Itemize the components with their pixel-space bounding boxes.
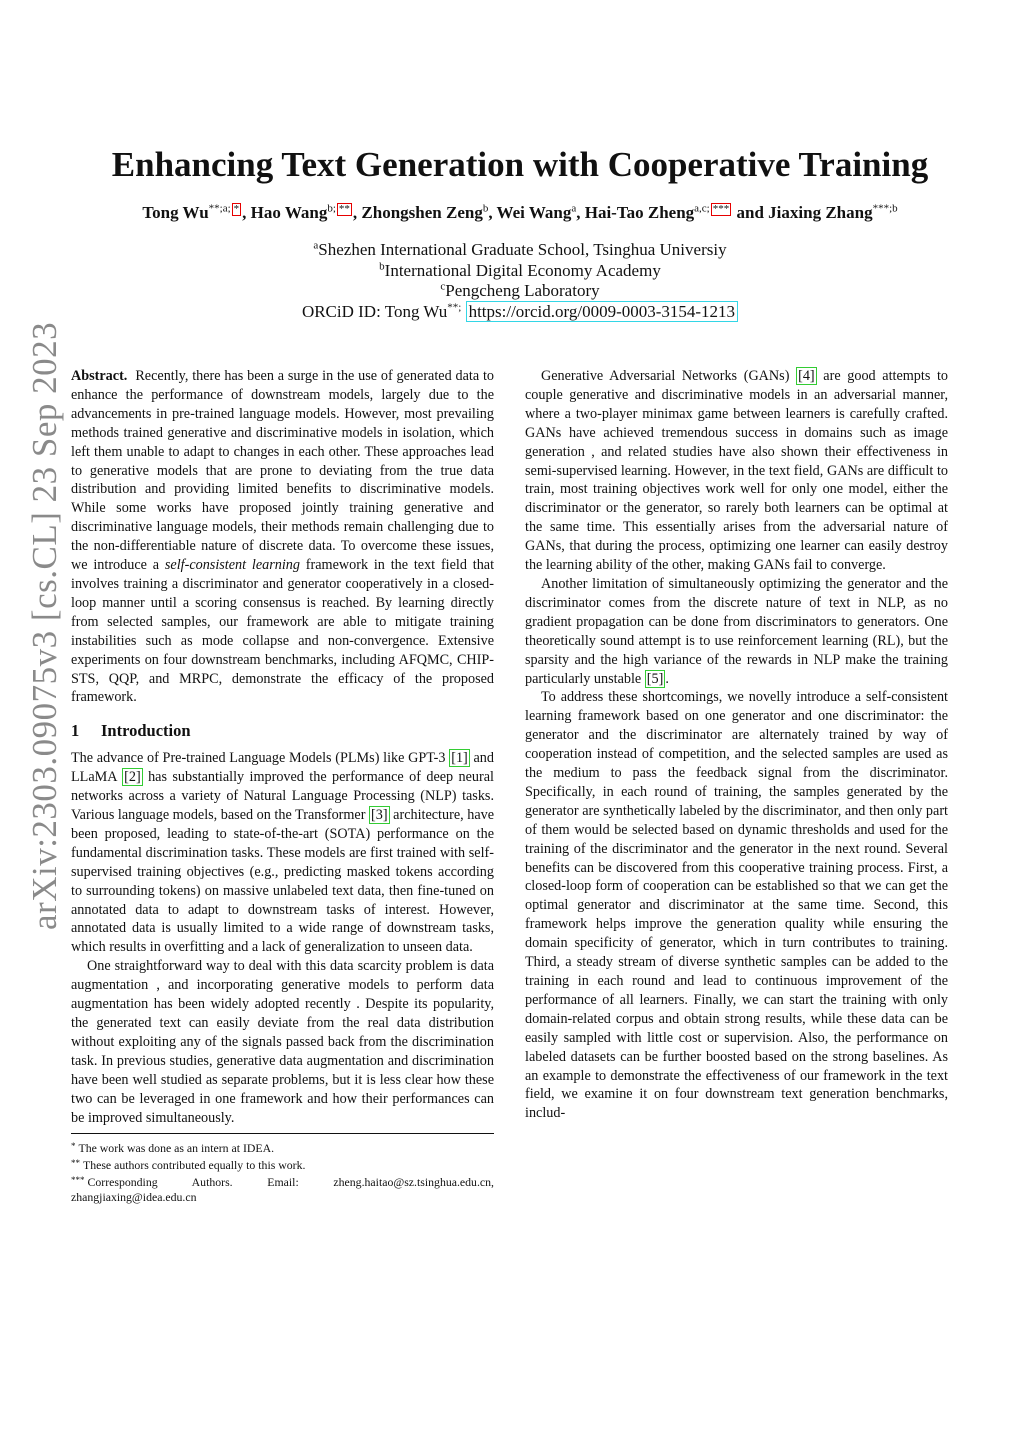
author-name: Zhongshen Zeng [361,203,483,222]
footnote [71,1173,494,1205]
footnote-mark: * [71,1141,76,1151]
orcid-label: ORCiD ID: Tong Wu [301,301,448,321]
footnote-link[interactable]: * [233,203,240,215]
author-name: Tong Wu [142,203,209,222]
affiliation-block [60,240,980,322]
author-marks: **;a; [208,202,231,215]
orcid-line [60,302,980,323]
author-name: Hai-Tao Zheng [584,203,695,222]
body-paragraph: One straightforward way to deal with this data scarcity problem is data augmentation , and incorporating generative models to perform data augmentation has been widely adopted recently . Despite its popularity, the generated text can easily deviate from the real data distribution without exploiting any of the signals passed back from the discrimination task. In previous studies, generative data augmentation and discrimination have been well studied as separate problems, but it is less clear how these two can be leveraged in one framework and how their performances can be improved simultaneously. [71,958,494,1126]
section-heading [71,721,494,741]
abstract-text: Recently, there has been a surge in the use of generated data to enhance the performance of downstream models, largely due to the advancements in pre-trained language models. However, most prevailing methods trained generative and discriminative models in isolation, which left them unable to adapt to changes in each other. These approaches lead to generative models that are prone to deviating from the true data distribution and providing limited benefits to discriminative models. While some works have proposed jointly training generative and discriminative language models, their methods remain challenging due to the non-differentiable nature of discrete data. To overcome these issues, we introduce a [71,368,494,574]
author-name: Jiaxing Zhang [768,203,873,222]
author-list: Tong $Wu^{**;a;}$ * , Hao Wang$^{b;}$ ** , Zhongshen Zeng$^b$, Wei Wang$^a$, Hai-Tao Zheng$^{a,c;}$ *** and Jiaxing Zhang$^{***;b}$ [142,202,898,222]
footnote [71,1156,494,1173]
citation-link[interactable]: [3] [371,807,388,824]
affiliation-line [60,261,980,282]
affiliation-text: Shezhen International Graduate School, Tsinghua Universiy [318,240,727,259]
author-name: Hao Wang [250,203,328,222]
abstract-label: Abstract. [71,368,128,384]
paper-title: Enhancing Text Generation with Cooperative Training [111,145,929,184]
affiliation-mark: c [440,280,446,293]
body-paragraph: To address these shortcomings, we novelly introduce a self-consistent learning framework based on one generator and one discriminator: the generator and the discriminator are alternately trained by way of cooperation instead of competition, and the selected samples are used as the medium to pass the feedback signal from the discriminator. Specifically, in each round of training, the samples generated by the generator are synthetically labeled by the discriminator, and then only part of them would be selected based on dynamic thresholds and used for the training of the discriminator and the generator in the next round. Several benefits can be discovered from this cooperative training process. First, a closed-loop form of cooperation can be established so that we can get the optimal generator and discriminator at the same time. Second, this framework helps improve the generation quality while ensuring the domain specificity of generator, which in turn contributes to training. Third, a steady stream of diverse synthetic samples can be added to the training in each round and lead to continuous improvement of the performance of all learners. Finally, we can start the training with only domain-related corpus and obtain strong results, while these data can be easily sampled with little cost or supervision. Also, the performance on labeled datasets can be further boosted based on the strong baselines. As an example to demonstrate the effectiveness of our framework in the text field, we examine it on four downstream text generation benchmarks, includ- [525,689,948,1122]
body-paragraph [71,749,494,957]
footnote-text: These authors contributed equally to this work. [83,1158,306,1172]
footnote-mark: *** [71,1175,85,1185]
footnote-link[interactable]: *** [712,203,730,215]
body-text: architecture, have been proposed, leading to state-of-the-art (SOTA) performance on the fundamental discrimination tasks. These models are first trained with self-supervised training objectives (e.g., predicting masked tokens according to surrounding tokens) on massive unlabeled text data, then fine-tuned on annotated data to adapt to downstream tasks of interest. However, annotated data is usually limited to a wide range of downstream tasks, which results in overfitting and a lack of generalization to unseen data. [71,807,495,956]
right-column [525,367,948,1123]
citation-link[interactable]: [2] [124,769,141,786]
body-text: are good attempts to couple generative and discriminative models in an adversarial manner, where a two-player minimax game between learners is carefully crafted. GANs have achieved tremendous success in domains such as image generation , and related studies have also shown their effectiveness in semi-supervised learning. However, in the text field, GANs are difficult to train, most training objectives work well for only one model, either the discriminator or the generator, so rarely both learners can be optimal at the same time. This essentially arises from the adversarial nature of GANs, that during the process, optimizing one learner can easily destroy the learning ability of the other, making GANs fail to converge. [525,368,949,574]
author-marks: b; [327,202,336,215]
abstract-paragraph [71,367,494,707]
section-number: 1 [71,721,80,741]
citation-link[interactable]: [4] [798,368,815,384]
affiliation-text: Pengcheng Laboratory [445,281,600,300]
abstract-emphasis: self-consistent learning [164,557,300,574]
citation-link[interactable]: [5] [646,670,664,687]
affiliation-mark: b [379,259,385,272]
footnote-text: Corresponding Authors. Email: zheng.haitao@sz.tsinghua.edu.cn, zhangjiaxing@idea.edu.cn [71,1175,494,1204]
arxiv-identifier: arXiv:2303.09075v3 [cs.CL] 23 Sep 2023 [25,321,64,930]
body-text: The advance of Pre-trained Language Models (PLMs) like GPT-3 [71,750,446,767]
author-name: Wei Wang [496,203,572,222]
author-conjunction: and [736,203,764,222]
body-text: Another limitation of simultaneously optimizing the generator and the discriminator comes from the discrete nature of text in NLP, as no gradient propagation can be done from discriminators to generators. One theoretically sound attempt is to use reinforcement learning (RL), but the sparsity and the high variance of the rewards in NLP make the training particularly unstable [525,575,948,687]
body-text: and LLaMA [71,750,494,786]
footnote-area [71,1133,494,1205]
affiliation-mark: a [313,239,319,252]
author-marks: a,c; [694,202,710,215]
orcid-link[interactable]: https://orcid.org/0009-0003-3154-1213 [466,301,738,322]
abstract-text: framework in the text field that involves training a discriminator and generator cooperatively in a closed-loop manner until a scoring consensus is reached. By learning directly from selected samples, our framework are able to mitigate training instabilities such as mode collapse and non-convergence. Extensive experiments on four downstream benchmarks, including AFQMC, CHIP-STS, QQP, and MRPC, demonstrate the efficacy of the proposed framework. [71,557,495,706]
affiliation-text: International Digital Economy Academy [384,260,661,280]
body-text: Generative Adversarial Networks (GANs) [541,368,790,384]
body-text: has substantially improved the performance of deep neural networks across a variety of Natural Language Processing (NLP) tasks. Various language models, based on the Transformer [71,769,494,824]
citation-link[interactable]: [1] [451,750,468,767]
author-marks: ***;b [872,202,898,215]
footnote-mark: ** [71,1158,80,1168]
body-text: . [665,670,669,687]
section-title: Introduction [101,721,191,741]
left-column [71,367,494,1127]
body-paragraph [525,575,948,688]
orcid-mark: **; [447,300,462,313]
body-paragraph [525,367,948,575]
footnote [71,1139,494,1156]
footnote-text: The work was done as an intern at IDEA. [78,1141,275,1155]
footnote-link[interactable]: ** [338,203,350,215]
author-marks: a [571,202,577,215]
affiliation-line [60,281,980,302]
author-marks: b [482,202,489,215]
affiliation-line [60,240,980,261]
